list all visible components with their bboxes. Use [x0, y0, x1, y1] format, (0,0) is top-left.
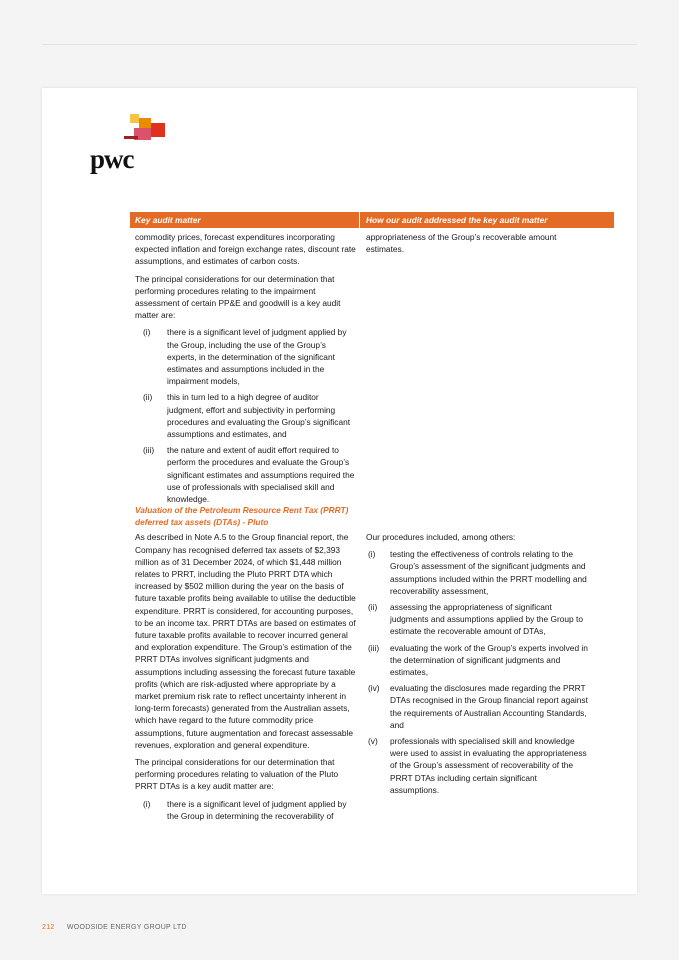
- left-list-1: [135, 326, 357, 505]
- page-footer: [42, 924, 187, 931]
- left-list-2: [135, 798, 357, 822]
- list-item: [366, 735, 588, 796]
- section-heading-prrt: Valuation of the Petroleum Resource Rent Tax (PRRT) deferred tax assets (DTAs) - Pluto: [135, 505, 349, 528]
- list-item-number: (i): [143, 327, 151, 338]
- right-column-block-2: [366, 531, 588, 800]
- list-item: [366, 548, 588, 597]
- logo-block: [124, 136, 138, 139]
- list-item-number: (i): [143, 798, 151, 809]
- list-item-number: (ii): [143, 392, 153, 403]
- list-item-number: (v): [368, 736, 378, 747]
- left-column-block-2: [135, 504, 357, 826]
- left-column-block-1: [135, 231, 357, 509]
- right-paragraph: Our procedures included, among others:: [366, 532, 516, 542]
- list-item-text: evaluating the disclosures made regarding the PRRT DTAs recognised in the Group financial report against the requirements of Australian Accounting Standards, and: [390, 683, 588, 730]
- logo-wordmark: pwc: [90, 144, 134, 174]
- list-item: [366, 601, 588, 638]
- top-divider: [42, 44, 637, 45]
- company-name: WOODSIDE ENERGY GROUP LTD: [66, 924, 187, 931]
- list-item-number: (ii): [368, 602, 378, 613]
- list-item-text: there is a significant level of judgment applied by the Group in determining the recoverability of: [167, 798, 347, 821]
- logo-block: [130, 114, 139, 123]
- header-how-addressed: How our audit addressed the key audit matter: [366, 215, 548, 225]
- list-item-text: this in turn led to a high degree of auditor judgment, effort and subjectivity in performing procedures and evaluating the Group’s significant assumptions and estimates, and: [167, 392, 351, 440]
- list-item: [366, 642, 588, 679]
- right-list: [366, 548, 588, 796]
- left-paragraph: The principal considerations for our determination that performing procedures relating to valuation of the Pluto PRRT DTAs is a key audit matter are:: [135, 757, 339, 792]
- list-item-text: assessing the appropriateness of significant judgments and assumptions applied by the Group to estimate the recoverable amount of DTAs,: [390, 602, 583, 637]
- pwc-logo: [90, 110, 170, 172]
- list-item: [135, 391, 357, 440]
- list-item-number: (iii): [143, 445, 155, 456]
- list-item-number: (i): [368, 549, 376, 560]
- left-paragraph: commodity prices, forecast expenditures incorporating expected inflation and foreign exchange rates, discount rate assumptions, and estimates of carbon costs.: [135, 232, 356, 267]
- list-item-text: the nature and extent of audit effort required to perform the procedures and evaluate the Group’s significant estimates and assumptions required the use of professionals with specialised skill and knowledge.: [167, 445, 355, 505]
- list-item: [366, 682, 588, 731]
- left-paragraph: The principal considerations for our determination that performing procedures relating to the impairment assessment of certain PP&E and goodwill is a key audit matter are:: [135, 273, 341, 321]
- header-divider: [359, 212, 360, 228]
- list-item-text: there is a significant level of judgment applied by the Group, including the use of the Group’s experts, in the determination of the significant estimates and assumptions included in the impairment models,: [167, 327, 347, 387]
- list-item-text: professionals with specialised skill and knowledge were used to assist in evaluating the appropriateness of the Group’s assessment of recoverability of the PRRT DTAs including certain significant assumptions.: [390, 736, 587, 795]
- report-page: [42, 88, 637, 894]
- list-item-number: (iii): [368, 642, 380, 653]
- logo-block: [151, 123, 165, 137]
- list-item: [135, 798, 357, 822]
- page-number: 212: [42, 924, 55, 931]
- right-paragraph: appropriateness of the Group’s recoverable amount estimates.: [366, 232, 557, 255]
- logo-block: [139, 118, 151, 128]
- list-item-text: evaluating the work of the Group’s experts involved in the determination of significant judgments and estimates,: [390, 642, 588, 678]
- list-item: [135, 326, 357, 387]
- list-item-text: testing the effectiveness of controls relating to the Group’s assessment of the significant judgments and assumptions included within the PRRT modelling and recoverability assessment,: [390, 549, 587, 596]
- list-item-number: (iv): [368, 683, 380, 694]
- right-column-block-1: [366, 231, 588, 260]
- list-item: [135, 444, 357, 505]
- table-header: [130, 212, 614, 228]
- left-paragraph: As described in Note A.5 to the Group financial report, the Company has recognised deferred tax assets of $2,393 million as of 31 December 2024, of which $1,448 million relates to PRRT, including the Pluto PRRT DTA which increased by $502 million during the year on the basis of future taxable profits being available to utilise the deductible expenditure. PRRT is considered, for accounting purposes, to be an income tax. PRRT DTAs are based on estimates of future taxable profits available to recover incurred general and exploration expenditure. The Group’s estimation of the PRRT DTAs involves significant judgments and assumptions including assessing the forecast future taxable profits (which are risk-adjusted where appropriate by a market premium risk rate to reflect uncertainty inherent in long-term forecasts) generated from the Australian assets, which have regard to the future commodity price assumptions, future augmentation and forecast assessable revenues, exploration and general expenditure.: [135, 532, 356, 750]
- header-key-audit-matter: Key audit matter: [135, 215, 201, 225]
